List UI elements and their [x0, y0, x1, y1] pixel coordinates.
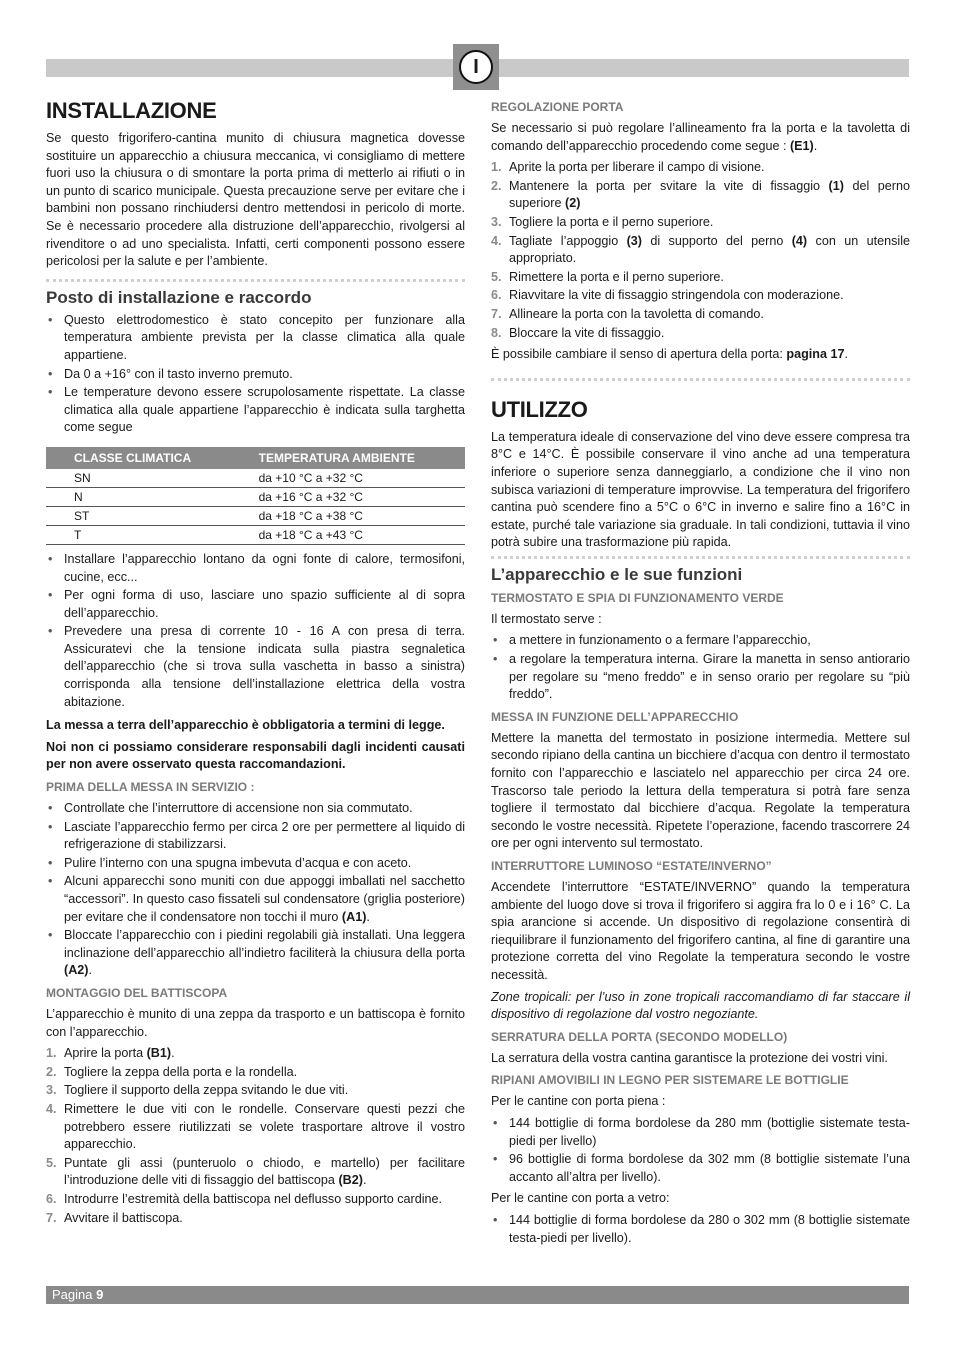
intro-paragraph: Se questo frigorifero-cantina munito di chiusura magnetica dovesse sostituire un apparecchio a chiusura meccanica, vi consigliamo di mettere fuori uso la chiusura o di smontare la porta prima di metterlo ai rifiuti o in un punto di scarico municipale. Questa precauzione serve per evitare che i bambini non possano rinchiudersi dentro mettendosi in pericolo di morte. Se è necessario procedere alla distruzione dell’apparecchio, rivolgersi al rivenditore o ad uno specialista. Infatti, certi componenti possono essere pericolosi per la salute e per l’ambiente. — [46, 131, 465, 269]
table-cell: T — [46, 525, 231, 544]
list-item: • Pulire l’interno con una spugna imbevuta d’acqua e con aceto. — [46, 855, 465, 873]
step-item: 6. Introdurre l’estremità della battiscopa nel deflusso supporto cardine. — [46, 1191, 443, 1206]
step-item: 1. Aprite la porta per liberare il campo di visione. — [491, 160, 765, 175]
table-row — [46, 525, 465, 544]
step-item: 8. Bloccare la vite di fissaggio. — [491, 325, 665, 340]
step-item: 5. Puntate gli assi (punteruolo o chiodo, e martello) per facilitare l’introduzione delle viti di fissaggio del battiscopa (B2). — [46, 1155, 465, 1188]
list-item: • Lasciate l’apparecchio fermo per circa 2 ore per permettere al liquido di refrigerazione di stabilizzarsi. — [46, 819, 465, 854]
section-title-utilizzo: UTILIZZO — [491, 396, 588, 422]
montaggio-steps — [46, 1045, 465, 1227]
step-item: 6. Riavvitare la vite di fissaggio stringendola con moderazione. — [491, 288, 844, 303]
step-item: 3. Togliere la porta e il perno superiore. — [491, 214, 714, 229]
language-tab — [453, 44, 499, 90]
regolazione-intro: Se necessario si può regolare l’allineamento fra la porta e la tavoletta di comando dell’apparecchio procedendo come segue : (E1). — [491, 121, 910, 153]
language-mark: I — [459, 50, 493, 84]
bold-note-responsibility: Noi non ci possiamo considerare responsabili dagli incidenti causati per non avere osservato questa raccomandazioni. — [46, 739, 465, 772]
termostato-list — [491, 632, 910, 703]
table-cell: da +10 °C a +32 °C — [231, 469, 465, 488]
porta-piena-intro: Per le cantine con porta piena : — [491, 1094, 666, 1109]
table-cell: da +16 °C a +32 °C — [231, 487, 465, 506]
montaggio-intro: L’apparecchio è munito di una zeppa da trasporto e un battiscopa è fornito con l’apparecchio. — [46, 1006, 465, 1039]
step-item: 4. Tagliate l’appoggio (3) di supporto del perno (4) con un utensile appropriato. — [491, 233, 911, 266]
heading-interruttore: INTERRUTTORE LUMINOSO “ESTATE/INVERNO” — [491, 859, 772, 873]
interruttore-text: Accendete l’interruttore “ESTATE/INVERNO” quando la temperatura ambiente del luogo dove si trova il frigorifero si aggira fra lo 0 e i 16° C. La spia arancione si accende. Un dispositivo di regolazione consentirà di riequilibrare il funzionamento del frigorifero cantina, al fine di garantire una protezione corretta del vino Regolate la temperatura secondo le vostre necessità. — [491, 880, 910, 982]
heading-termostato: TERMOSTATO E SPIA DI FUNZIONAMENTO VERDE — [491, 590, 784, 605]
list-item: • Da 0 a +16° con il tasto inverno premuto. — [46, 366, 465, 384]
table-row — [46, 487, 465, 506]
step-item: 2. Togliere la zeppa della porta e la rondella. — [46, 1064, 298, 1079]
list-item: • Controllate che l’interruttore di accensione non sia commutato. — [46, 800, 465, 818]
page-number: Pagina 9 — [52, 1287, 104, 1302]
list-item: • Bloccate l’apparecchio con i piedini regolabili già installati. Una leggera inclinazione dell’apparecchio all’indietro faciliterà la chiusura della porta (A2). — [46, 927, 465, 980]
prima-list — [46, 800, 465, 980]
list-item: • Per ogni forma di uso, lasciare uno spazio sufficiente al di sopra dell’apparecchio. — [46, 587, 465, 622]
heading-prima-messa: PRIMA DELLA MESSA IN SERVIZIO : — [46, 780, 255, 795]
list-item: • a mettere in funzionamento o a fermare l’apparecchio, — [491, 632, 910, 650]
porta-vetro-list — [491, 1212, 910, 1247]
utilizzo-intro: La temperatura ideale di conservazione del vino deve essere compresa tra 8°C e 14°C. È possibile conservare il vino anche ad una temperatura inferiore o superiore senza danneggiarlo, a condizione che il vino non subisca variazioni di temperature improvvise. La temperatura del frigorifero cantina può scendere fino a 5°C o 6°C in inverno e salire fino a 16°C in estate, purché tale variazione sia graduale. In tali condizioni, tuttavia il vino potrà subire una trasformazione più rapida. — [491, 429, 910, 550]
table-header-cell: TEMPERATURA AMBIENTE — [231, 447, 465, 469]
bold-note-grounding: La messa a terra dell’apparecchio è obbligatoria a termini di legge. — [46, 718, 445, 733]
subsection-title-posto: Posto di installazione e raccordo — [46, 287, 312, 307]
table-header-row — [46, 447, 465, 469]
list-item: • Questo elettrodomestico è stato concepito per funzionare alla temperatura ambiente prevista per la classe climatica alla quale appartiene. — [46, 312, 465, 365]
step-item: 7. Allineare la porta con la tavoletta di comando. — [491, 306, 764, 321]
list-item: • 96 bottiglie di forma bordolese da 302 mm (8 bottiglie sistemate l’una accanto all’altra per livello). — [491, 1151, 910, 1186]
step-item: 5. Rimettere la porta e il perno superiore. — [491, 269, 724, 284]
climate-class-table — [46, 447, 465, 545]
step-item: 1. Aprire la porta (B1). — [46, 1046, 175, 1061]
table-cell: da +18 °C a +43 °C — [231, 525, 465, 544]
list-item: • 144 bottiglie di forma bordolese da 280 mm (bottiglie sistemate testa-piedi per livello) — [491, 1115, 910, 1150]
subsection-title-funzioni: L’apparecchio e le sue funzioni — [491, 564, 743, 584]
list-item: • a regolare la temperatura interna. Girare la manetta in senso antiorario per regolare su “meno freddo” e in senso orario per regolare su “più freddo”. — [491, 651, 910, 704]
heading-regolazione: REGOLAZIONE PORTA — [491, 100, 624, 114]
porta-piena-list — [491, 1115, 910, 1186]
section-title-installazione: INSTALLAZIONE — [46, 98, 217, 123]
messa-text: Mettere la manetta del termostato in posizione intermedia. Mettere sul secondo ripiano della cantina un bicchiere d’acqua con dentro il termostato fornito con l’apparecchio e lasciatelo nel apparecchio per circa 24 ore. Trascorso tale periodo la lettura della temperatura si potrà fare senza togliere il termostato dal bicchiere d’acqua. Regolate la temperatura secondo le vostre necessità. Ripetete l’operazione, facendo trascorrere 24 ore per ogni intervento sul termostato. — [491, 730, 910, 851]
step-item: 4. Rimettere le due viti con le rondelle. Conservare questi pezzi che potrebbero essere riutilizzati se volete trasportare altrove il vostro apparecchio. — [46, 1101, 465, 1152]
serratura-text: La serratura della vostra cantina garantisce la protezione dei vostri vini. — [491, 1050, 888, 1065]
table-cell: N — [46, 487, 231, 506]
senso-apertura: È possibile cambiare il senso di apertura della porta: pagina 17. — [491, 347, 849, 362]
step-item: 3. Togliere il supporto della zeppa svitando le due viti. — [46, 1083, 349, 1098]
list-item: • Prevedere una presa di corrente 10 - 16 A con presa di terra. Assicuratevi che la tensione indicata sulla piastra segnaletica dell’apparecchio (che si trova sulla vaschetta in basso a sinistra) corrisponda alla tensione dell’installazione elettrica della vostra abitazione. — [46, 623, 465, 711]
table-cell: da +18 °C a +38 °C — [231, 506, 465, 525]
list-item: • Alcuni apparecchi sono muniti con due appoggi imballati nel sacchetto “accessori”. In questo caso fissateli sul condensatore (griglia posteriore) per evitare che il condensatore non tocchi il muro (A1). — [46, 873, 465, 926]
zone-tropicali-text: Zone tropicali: per l’uso in zone tropicali raccomandiamo di far staccare il dispositivo di regolazione dal vostro negoziante. — [491, 989, 910, 1022]
heading-messa-in-funzione: MESSA IN FUNZIONE DELL’APPARECCHIO — [491, 709, 739, 724]
heading-ripiani: RIPIANI AMOVIBILI IN LEGNO PER SISTEMARE LE BOTTIGLIE — [491, 1073, 849, 1088]
termostato-intro: Il termostato serve : — [491, 611, 602, 626]
list-item: • Installare l’apparecchio lontano da ogni fonte di calore, termosifoni, cucine, ecc... — [46, 551, 465, 586]
step-item: 7. Avvitare il battiscopa. — [46, 1210, 183, 1225]
table-row — [46, 469, 465, 488]
regolazione-steps — [491, 159, 910, 342]
left-column — [46, 98, 465, 1231]
right-column — [491, 98, 910, 1251]
table-cell: SN — [46, 469, 231, 488]
post-table-list — [46, 551, 465, 711]
list-item: • 144 bottiglie di forma bordolese da 280 o 302 mm (8 bottiglie sistemate testa-piedi per livello). — [491, 1212, 910, 1247]
table-row — [46, 506, 465, 525]
table-cell: ST — [46, 506, 231, 525]
list-item: • Le temperature devono essere scrupolosamente rispettate. La classe climatica alla quale appartiene l’apparecchio è indicata sulla targhetta come segue — [46, 384, 465, 437]
footer-bar — [46, 1286, 909, 1304]
dotted-divider — [491, 378, 910, 381]
posto-list — [46, 312, 465, 437]
heading-serratura: SERRATURA DELLA PORTA (SECONDO MODELLO) — [491, 1029, 788, 1044]
porta-vetro-intro: Per le cantine con porta a vetro: — [491, 1191, 670, 1206]
dotted-divider — [491, 556, 910, 559]
dotted-divider — [46, 279, 465, 282]
heading-montaggio: MONTAGGIO DEL BATTISCOPA — [46, 985, 228, 1000]
step-item: 2. Mantenere la porta per svitare la vite di fissaggio (1) del perno superiore (2) — [491, 178, 910, 211]
table-header-cell: CLASSE CLIMATICA — [46, 447, 231, 469]
